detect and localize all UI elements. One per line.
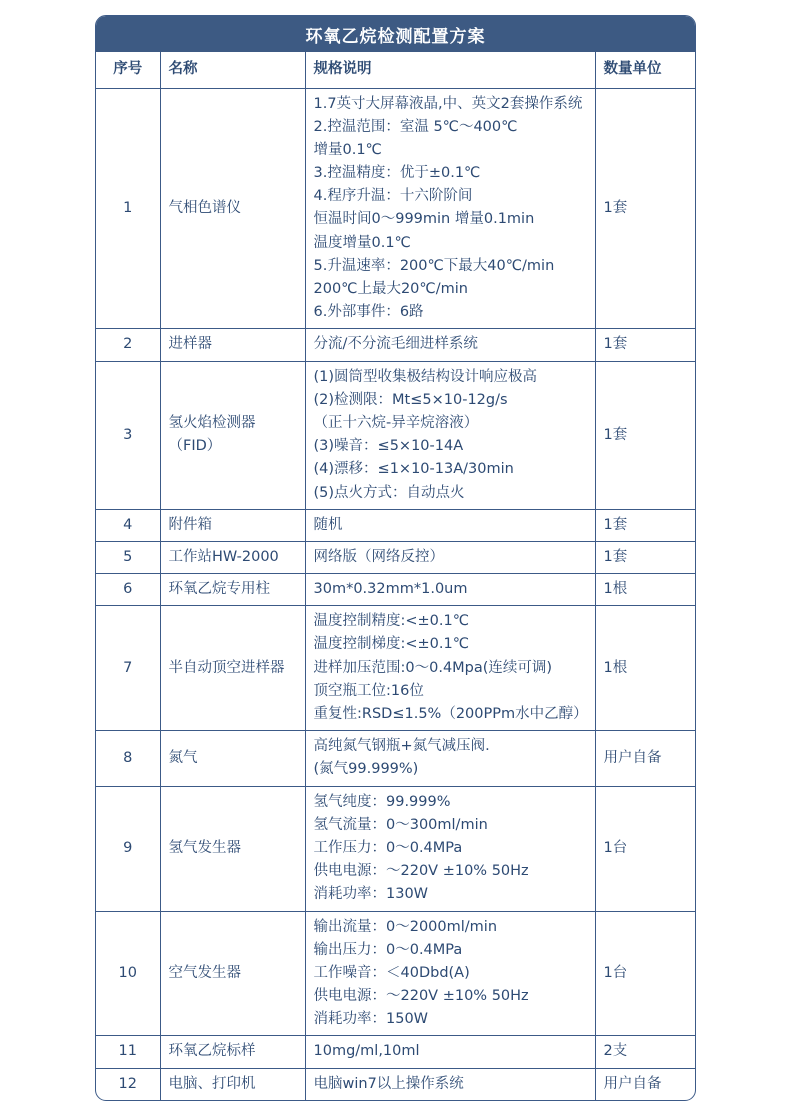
table-header — [96, 52, 695, 88]
row-spec-text: 网络版（网络反控） — [313, 548, 444, 565]
specification-table — [96, 52, 695, 1100]
row-spec-cell — [305, 911, 595, 1036]
row-name-cell: 环氧乙烷专用柱 — [160, 574, 305, 606]
row-unit-cell: 1台 — [595, 786, 695, 911]
row-spec-text: 随机 — [313, 516, 343, 533]
table-row — [96, 911, 695, 1036]
row-index-cell: 12 — [96, 1068, 160, 1100]
row-index-cell: 8 — [96, 731, 160, 786]
row-unit-cell: 1根 — [595, 606, 695, 731]
row-name-cell: 气相色谱仪 — [160, 88, 305, 329]
row-unit-cell: 1根 — [595, 574, 695, 606]
row-spec-text: 高纯氮气钢瓶+氮气减压阀. (氮气99.999%) — [313, 738, 490, 778]
row-index-cell: 2 — [96, 329, 160, 361]
table-row — [96, 361, 695, 509]
spec-table-container — [95, 15, 696, 1101]
row-index-cell: 9 — [96, 786, 160, 911]
table-row — [96, 574, 695, 606]
row-unit-cell: 1套 — [595, 361, 695, 509]
row-spec-cell — [305, 541, 595, 573]
row-spec-text: (1)圆筒型收集极结构设计响应极高 (2)检测限：Mt≤5×10-12g/s （正十六烷-异辛烷溶液） (3)噪音：≤5×10-14A (4)漂移：≤1×10-13A/30min (5)点火方式：自动点火 — [313, 368, 538, 501]
row-name-cell: 工作站HW-2000 — [160, 541, 305, 573]
row-unit-cell: 1套 — [595, 329, 695, 361]
row-spec-text: 10mg/ml,10ml — [313, 1043, 420, 1060]
row-spec-cell — [305, 1068, 595, 1100]
row-spec-cell — [305, 1036, 595, 1068]
row-unit-cell: 1台 — [595, 911, 695, 1036]
table-row — [96, 1068, 695, 1100]
table-row — [96, 606, 695, 731]
row-name-cell: 环氧乙烷标样 — [160, 1036, 305, 1068]
row-unit-cell: 1套 — [595, 509, 695, 541]
row-spec-text: 30m*0.32mm*1.0um — [313, 581, 468, 598]
page-title: 环氧乙烷检测配置方案 — [96, 16, 695, 52]
row-spec-cell — [305, 606, 595, 731]
row-spec-text: 1.7英寸大屏幕液晶,中、英文2套操作系统 2.控温范围：室温 5℃～400℃ 增量0.1℃ 3.控温精度：优于±0.1℃ 4.程序升温：十六阶阶间 恒温时间0～999min 增量0.1min 温度增量0.1℃ 5.升温速率：200℃下最大40℃/min 200℃上最大20℃/min 6.外部事件：6路 — [313, 95, 583, 321]
column-header-spec: 规格说明 — [305, 52, 595, 88]
row-name-cell: 氮气 — [160, 731, 305, 786]
row-spec-cell — [305, 731, 595, 786]
row-name-cell: 氢气发生器 — [160, 786, 305, 911]
row-unit-cell: 用户自备 — [595, 731, 695, 786]
column-header-name: 名称 — [160, 52, 305, 88]
row-name-cell: 空气发生器 — [160, 911, 305, 1036]
table-row — [96, 88, 695, 329]
row-spec-text: 氢气纯度：99.999% 氢气流量：0～300ml/min 工作压力：0～0.4MPa 供电电源：～220V ±10% 50Hz 消耗功率：130W — [313, 793, 529, 903]
row-spec-cell — [305, 786, 595, 911]
table-row — [96, 509, 695, 541]
row-spec-cell — [305, 88, 595, 329]
row-index-cell: 1 — [96, 88, 160, 329]
row-unit-cell: 用户自备 — [595, 1068, 695, 1100]
row-index-cell: 3 — [96, 361, 160, 509]
row-spec-cell — [305, 361, 595, 509]
row-index-cell: 7 — [96, 606, 160, 731]
row-spec-cell — [305, 574, 595, 606]
column-header-index: 序号 — [96, 52, 160, 88]
row-name-cell: 氢火焰检测器（FID） — [160, 361, 305, 509]
row-spec-text: 电脑win7以上操作系统 — [313, 1075, 464, 1092]
row-name-cell: 附件箱 — [160, 509, 305, 541]
table-row — [96, 731, 695, 786]
row-index-cell: 6 — [96, 574, 160, 606]
table-row — [96, 541, 695, 573]
table-row — [96, 329, 695, 361]
column-header-unit: 数量单位 — [603, 61, 662, 78]
row-name-cell: 进样器 — [160, 329, 305, 361]
row-spec-text: 温度控制精度:<±0.1℃ 温度控制梯度:<±0.1℃ 进样加压范围:0～0.4Mpa(连续可调) 顶空瓶工位:16位 重复性:RSD≤1.5%（200PPm水中乙醇） — [313, 613, 588, 722]
row-name-cell: 电脑、打印机 — [160, 1068, 305, 1100]
row-spec-cell — [305, 509, 595, 541]
row-spec-cell — [305, 329, 595, 361]
row-unit-cell: 2支 — [595, 1036, 695, 1068]
table-header-row — [96, 52, 695, 88]
row-unit-cell: 1套 — [595, 88, 695, 329]
row-spec-text: 输出流量：0～2000ml/min 输出压力：0～0.4MPa 工作噪音：＜40Dbd(A) 供电电源：～220V ±10% 50Hz 消耗功率：150W — [313, 918, 529, 1028]
row-index-cell: 5 — [96, 541, 160, 573]
row-name-cell: 半自动顶空进样器 — [160, 606, 305, 731]
table-row — [96, 786, 695, 911]
row-index-cell: 4 — [96, 509, 160, 541]
table-row — [96, 1036, 695, 1068]
row-spec-text: 分流/不分流毛细进样系统 — [313, 336, 478, 353]
row-index-cell: 10 — [96, 911, 160, 1036]
row-unit-cell: 1套 — [595, 541, 695, 573]
row-index-cell: 11 — [96, 1036, 160, 1068]
table-body — [96, 88, 695, 1100]
